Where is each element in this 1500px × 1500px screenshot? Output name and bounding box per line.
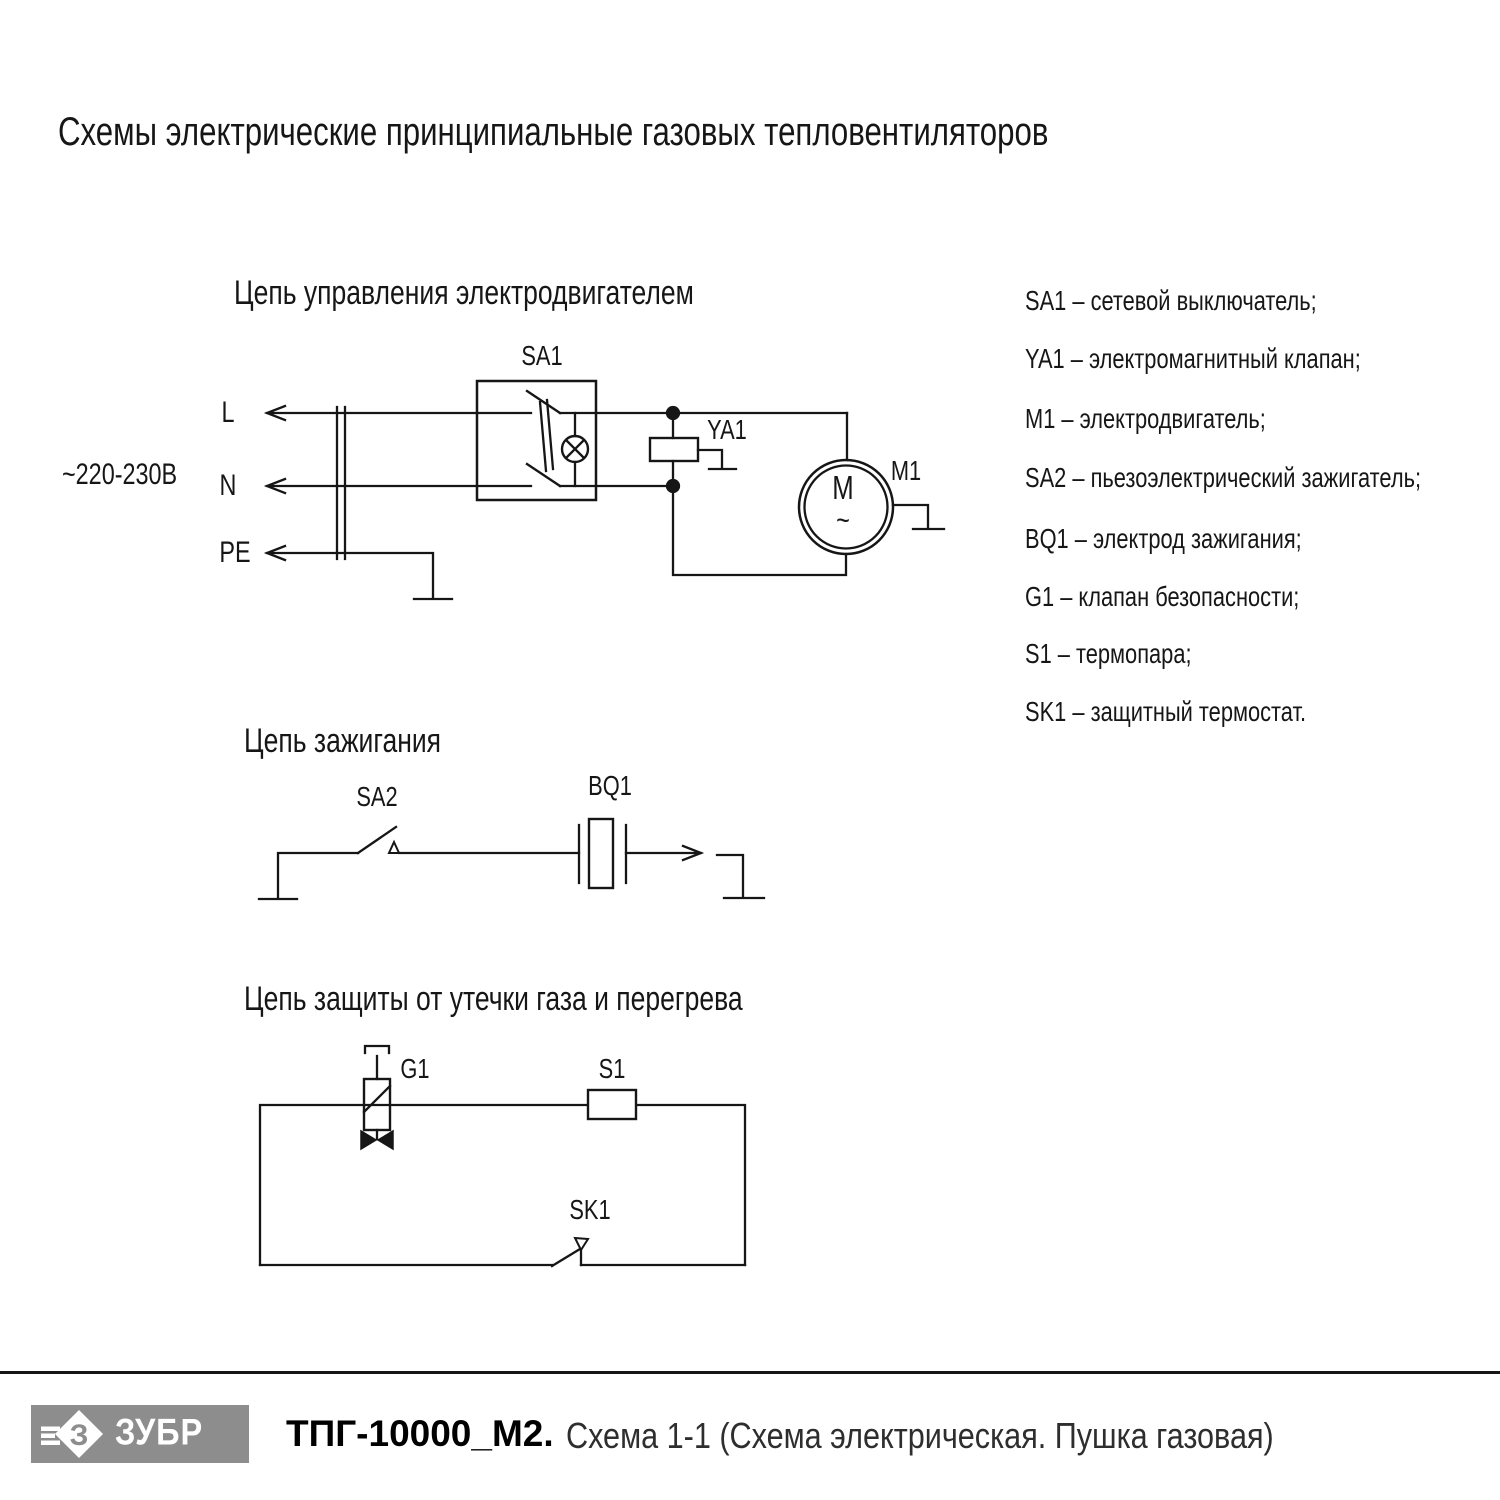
legend-item-sa1: SA1 – сетевой выключатель; bbox=[1025, 285, 1317, 316]
protection-title: Цепь защиты от утечки газа и перегрева bbox=[244, 980, 743, 1018]
thermostat-sk1-label: SK1 bbox=[569, 1194, 611, 1225]
footer-caption: Схема 1-1 (Схема электрическая. Пушка газовая) bbox=[566, 1415, 1274, 1456]
supply-voltage-label: ~220-230В bbox=[62, 458, 178, 491]
legend-item-bq1: BQ1 – электрод зажигания; bbox=[1025, 523, 1302, 554]
motor-symbol-m: M bbox=[832, 469, 854, 506]
valve-ya1-label: YA1 bbox=[707, 414, 747, 445]
legend-item-sa2: SA2 – пьезоэлектрический зажигатель; bbox=[1025, 462, 1422, 493]
line-pe-label: PE bbox=[219, 536, 251, 569]
legend-item-sk1: SK1 – защитный термостат. bbox=[1025, 696, 1307, 727]
footer-divider bbox=[0, 1371, 1500, 1374]
motor-control-title: Цепь управления электродвигателем bbox=[234, 274, 694, 312]
line-l-label: L bbox=[221, 396, 235, 429]
thermocouple-s1-label: S1 bbox=[598, 1053, 626, 1084]
electrode-bq1-label: BQ1 bbox=[588, 770, 632, 801]
zubr-brand-text: ЗУБР bbox=[115, 1411, 204, 1453]
footer-model: ТПГ-10000_М2. bbox=[286, 1413, 554, 1454]
motor-m1-label: M1 bbox=[890, 455, 922, 486]
switch-sa1-label: SA1 bbox=[521, 340, 563, 371]
page-title: Схемы электрические принципиальные газовых тепловентиляторов bbox=[58, 110, 1049, 154]
protection-circuit bbox=[260, 1046, 745, 1266]
zubr-logo-icon bbox=[31, 1405, 115, 1463]
line-n-label: N bbox=[219, 469, 237, 502]
zubr-logo-letter: З bbox=[69, 1419, 89, 1452]
ignition-circuit bbox=[259, 819, 764, 899]
ignition-title: Цепь зажигания bbox=[244, 722, 442, 760]
legend-item-g1: G1 – клапан безопасности; bbox=[1025, 581, 1300, 612]
legend-item-s1: S1 – термопара; bbox=[1025, 638, 1192, 669]
valve-g1-label: G1 bbox=[400, 1053, 430, 1084]
legend-item-ya1: YA1 – электромагнитный клапан; bbox=[1025, 343, 1361, 374]
igniter-sa2-label: SA2 bbox=[356, 781, 398, 812]
zubr-logo bbox=[31, 1405, 249, 1463]
legend-item-m1: M1 – электродвигатель; bbox=[1025, 403, 1266, 434]
motor-symbol-ac: ~ bbox=[836, 504, 850, 537]
